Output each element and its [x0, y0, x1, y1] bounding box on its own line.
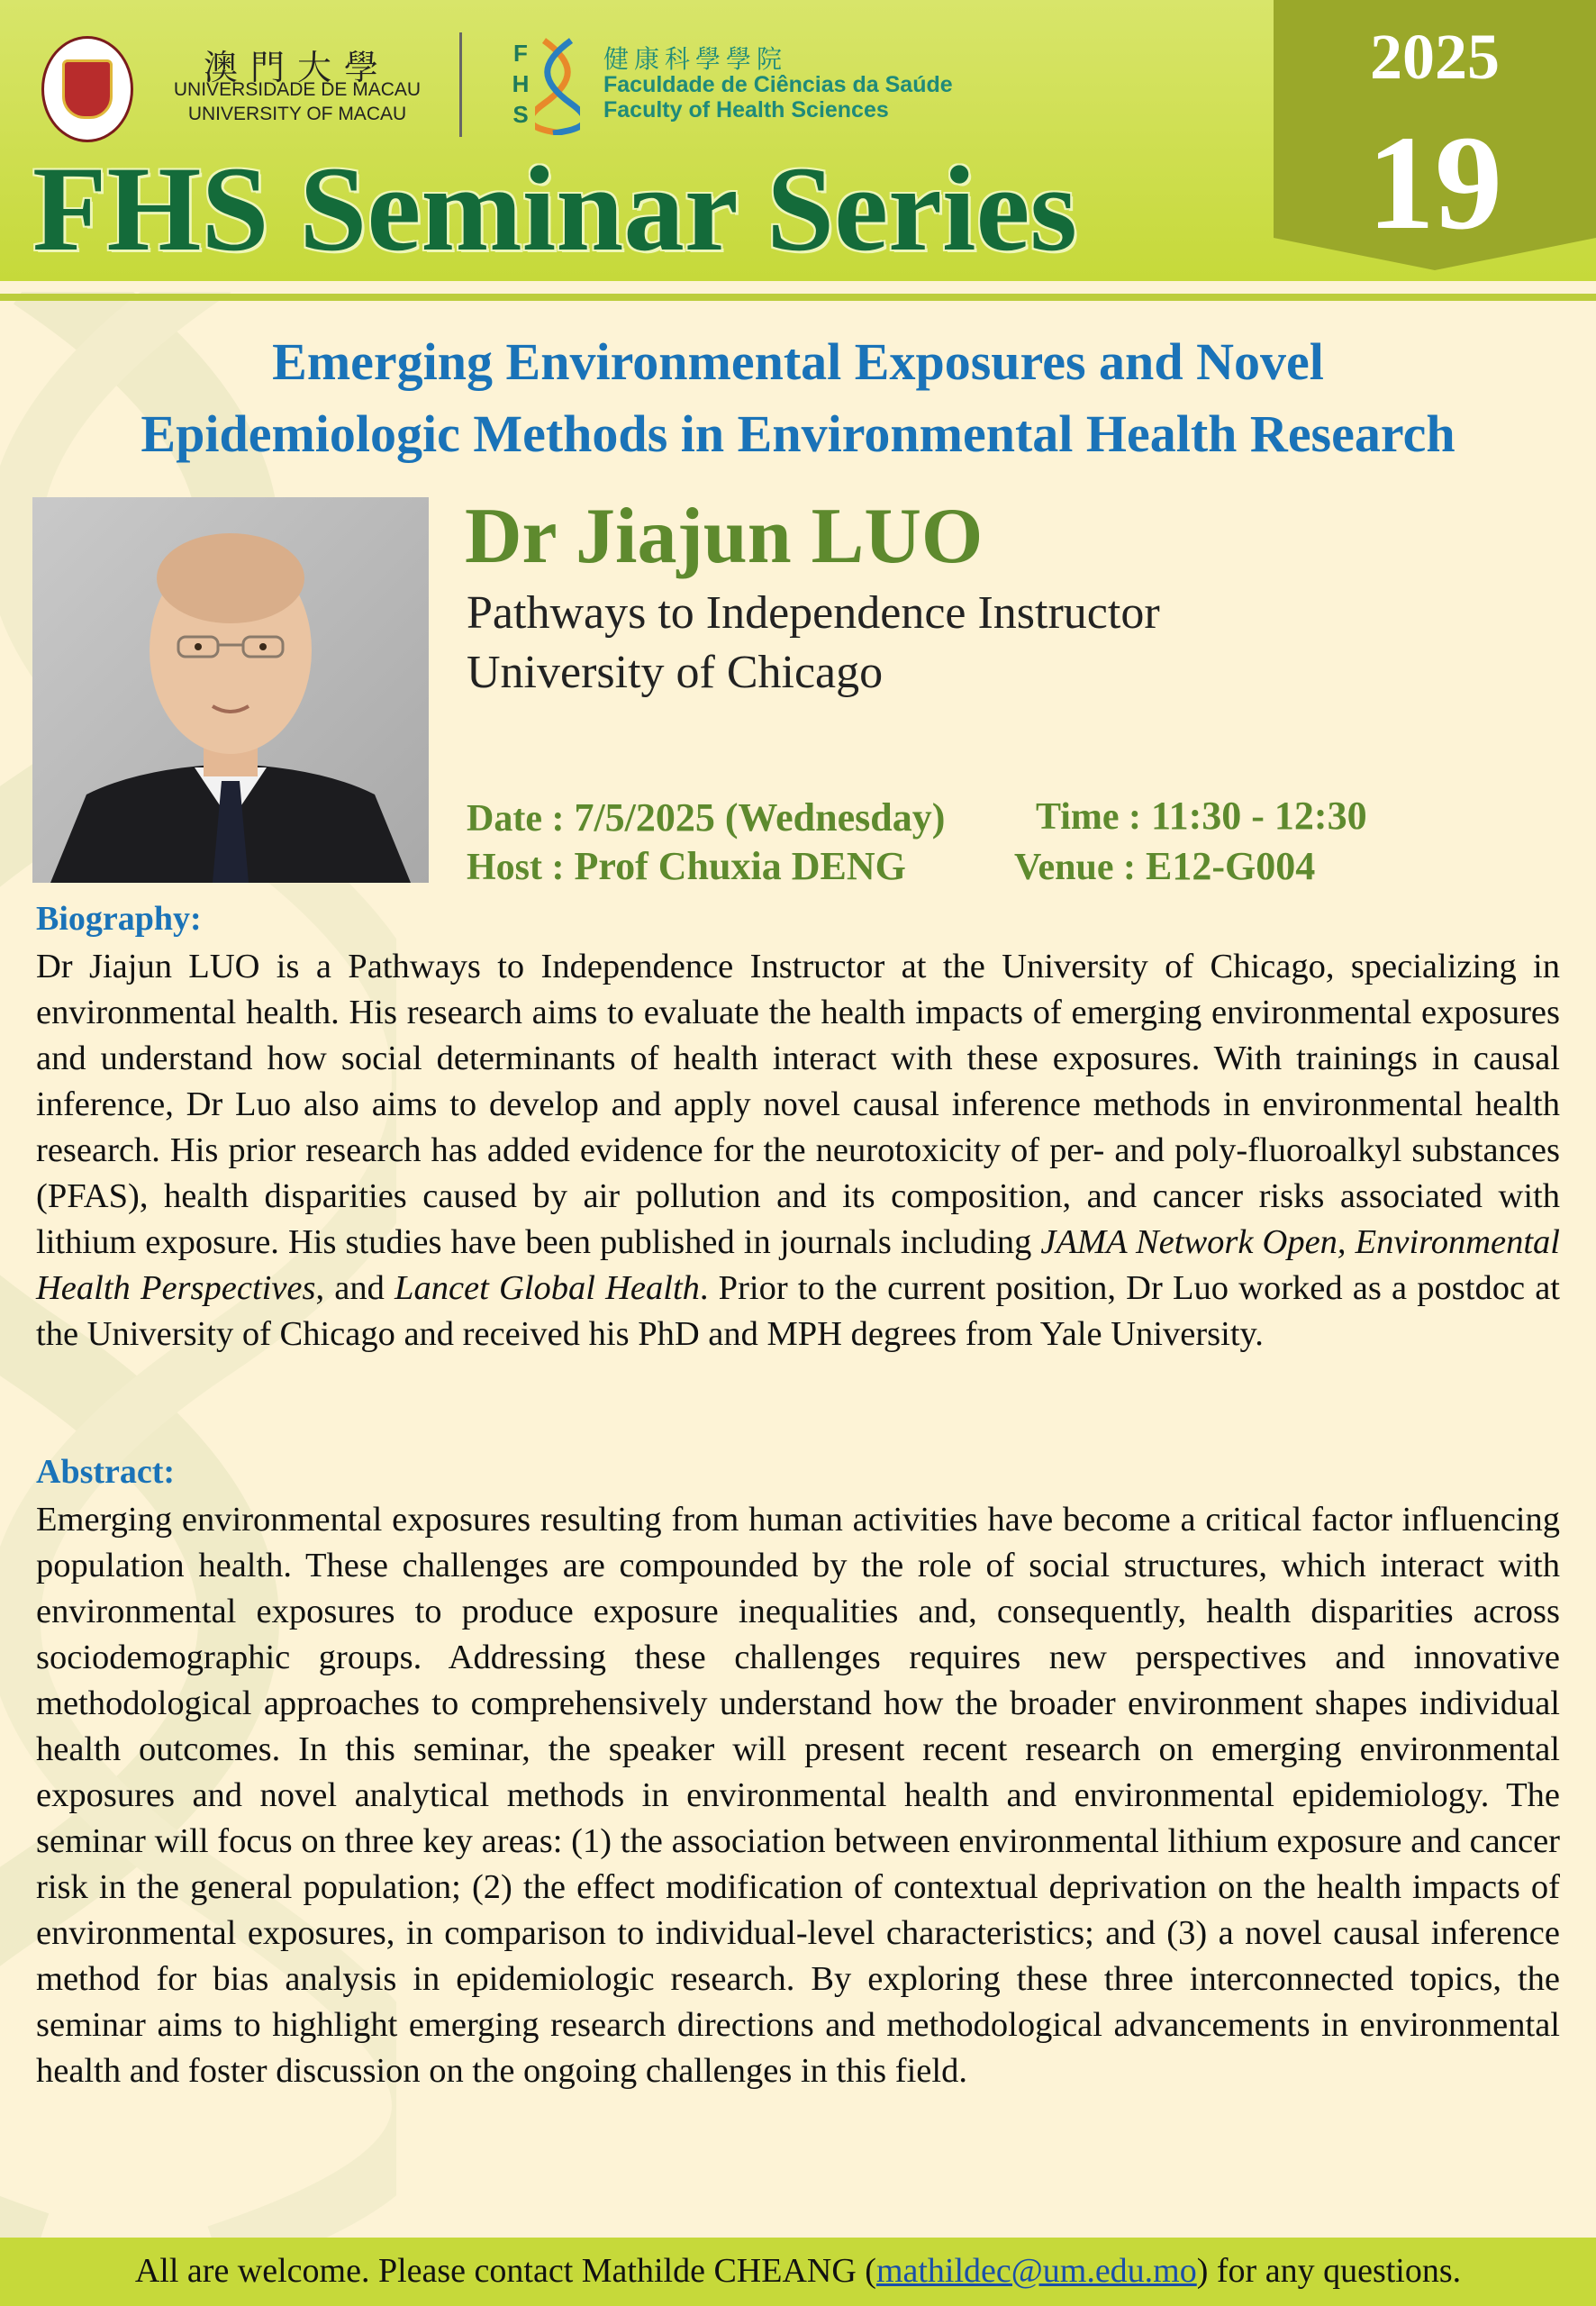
abstract-text: Emerging environmental exposures resulting from human activities have become a critical factor influencing population health. These challenges are compounded by the role of social structures, which interact with environmental exposures to produce exposure inequalities and, consequently, health disparities across sociodemographic groups. Addressing these challenges requires new perspectives and innovative methodological approaches to comprehensively understand how the broader environment shapes individual health outcomes. In this seminar, the speaker will present recent research on emerging environmental exposures and novel analytical methods in environmental health and environmental epidemiology. The seminar will focus on three key areas: (1) the association between environmental lithium exposure and cancer risk in the general population; (2) the effect modification of contextual deprivation on the health impacts of environmental exposures, in comparison to individual-level characteristics; and (3) a novel causal inference method for bias analysis in epidemiologic research. By exploring these three interconnected topics, the seminar aims to highlight emerging research directions and methodological advancements in environmental health and foster discussion on the ongoing challenges in this field. — [36, 1501, 1560, 2090]
talk-title-line-2: Epidemiologic Methods in Environmental Health Research — [141, 404, 1455, 463]
fhs-name-english: Faculty of Health Sciences — [603, 97, 889, 123]
talk-title — [36, 326, 1560, 470]
fhs-letter: S — [512, 101, 529, 128]
speaker-portrait-image — [32, 497, 429, 883]
footer-contact — [0, 2248, 1596, 2293]
um-name-chinese: 澳門大學 — [203, 48, 391, 87]
time-row — [1036, 793, 1367, 840]
abstract-heading: Abstract: — [36, 1453, 176, 1491]
fhs-letter: H — [512, 70, 530, 97]
fhs-name-portuguese: Faculdade de Ciências da Saúde — [603, 72, 953, 97]
footer-text-after: ) for any questions. — [1196, 2252, 1462, 2290]
time-label: Time : — [1036, 796, 1142, 838]
host-value: Prof Chuxia DENG — [574, 844, 906, 888]
contact-email-link[interactable]: mathildec@um.edu.mo — [875, 2252, 1197, 2290]
dna-helix-icon — [535, 36, 580, 135]
biography-text-part-1: Dr Jiajun LUO is a Pathways to Independence Instructor at the University of Chicago, specializing in environmental health. His research aims to evaluate the health impacts of emerging environmental exposures and understand how social determinants of health interact with these exposures. With trainings in causal inference, Dr Luo also aims to develop and apply novel causal inference methods in environmental health research. His prior research has added evidence for the neurotoxicity of per- and poly-fluoroalkyl substances (PFAS), health disparities caused by air pollution and its composition, and cancer risks associated with lithium exposure. His studies have been published in journals including — [36, 948, 1560, 1261]
seal-shield-icon — [62, 59, 113, 119]
biography-journal-2: Lancet Global Health — [394, 1269, 700, 1307]
logo-divider — [459, 32, 462, 137]
biography-text-part-3: . Prior to the current position, Dr Luo worked as a postdoc at the University of Chicago and received his PhD and MPH degrees from Yale University. — [36, 1269, 1560, 1353]
talk-title-line-1: Emerging Environmental Exposures and Novel — [272, 332, 1324, 391]
biography-text — [36, 944, 1560, 1357]
speaker-name: Dr Jiajun LUO — [465, 493, 984, 580]
time-value: 11:30 - 12:30 — [1151, 794, 1367, 838]
header-divider — [0, 281, 1596, 292]
fhs-name-chinese: 健康科學學院 — [603, 44, 788, 74]
header-divider-green — [0, 294, 1596, 301]
footer-text-before: All are welcome. Please contact Mathilde CHEANG ( — [134, 2252, 876, 2290]
badge-year: 2025 — [1370, 21, 1500, 93]
date-label: Date : — [467, 798, 565, 840]
host-row — [467, 843, 906, 891]
biography-journal-1: JAMA Network Open, Environmental Health Perspectives — [36, 1223, 1560, 1307]
um-name-english: UNIVERSITY OF MACAU — [187, 104, 407, 124]
fhs-vertical-letters — [510, 38, 531, 130]
venue-label: Venue : — [1014, 847, 1136, 888]
um-name-portuguese: UNIVERSIDADE DE MACAU — [173, 79, 422, 100]
seminar-series-title: FHS Seminar Series — [32, 142, 1077, 277]
venue-value: E12-G004 — [1145, 844, 1316, 888]
speaker-role: Pathways to Independence Instructor — [467, 587, 1160, 639]
venue-row — [1014, 843, 1315, 891]
date-row — [467, 794, 945, 842]
speaker-organization: University of Chicago — [467, 647, 884, 698]
fhs-letter: F — [513, 40, 528, 67]
host-label: Host : — [467, 847, 565, 888]
speaker-photo — [32, 497, 429, 883]
university-of-macau-seal-logo — [41, 36, 133, 142]
biography-text-part-2: , and — [315, 1269, 395, 1307]
date-value: 7/5/2025 (Wednesday) — [574, 795, 946, 840]
biography-heading: Biography: — [36, 900, 202, 938]
badge-seminar-number: 19 — [1367, 108, 1502, 258]
